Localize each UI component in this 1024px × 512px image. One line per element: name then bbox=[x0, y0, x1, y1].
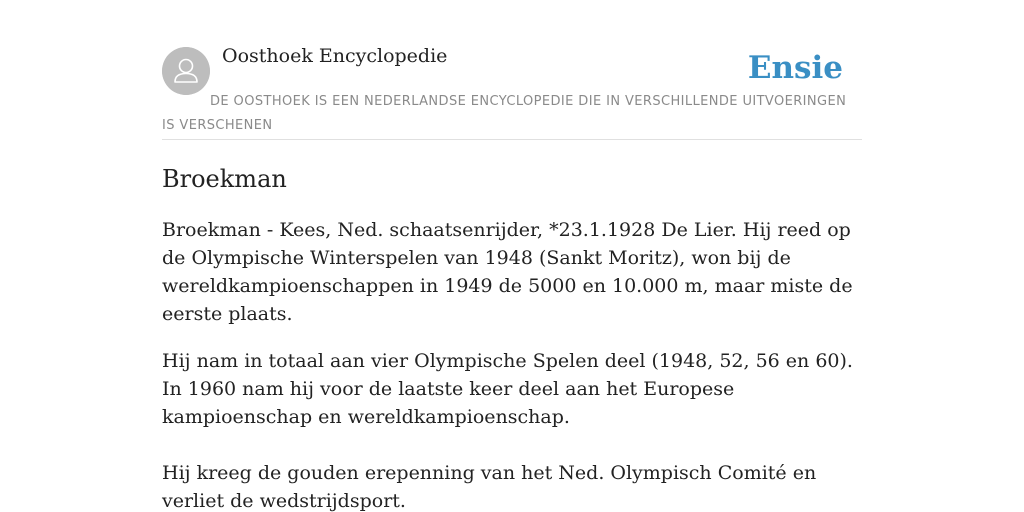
source-name-link[interactable]: Oosthoek Encyclopedie bbox=[222, 45, 448, 67]
article-title: Broekman bbox=[162, 165, 287, 193]
user-icon bbox=[162, 47, 210, 95]
source-header bbox=[162, 0, 862, 140]
article-body bbox=[162, 216, 862, 512]
article-paragraph: Hij kreeg de gouden erepenning van het Ned. Olympisch Comité en verliet de wedstrijdsport. bbox=[162, 462, 817, 512]
source-description: DE OOSTHOEK IS EEN NEDERLANDSE ENCYCLOPEDIE DIE IN VERSCHILLENDE UITVOERINGEN IS VERSCHENEN bbox=[162, 94, 847, 133]
ensie-logo[interactable]: Ensie bbox=[747, 50, 843, 86]
article-paragraph: Hij nam in totaal aan vier Olympische Spelen deel (1948, 52, 56 en 60). In 1960 nam hij voor de laatste keer deel aan het Europese kampioenschap en wereldkampioenschap. bbox=[162, 350, 853, 428]
source-avatar[interactable] bbox=[162, 47, 210, 95]
article-paragraph: Broekman - Kees, Ned. schaatsenrijder, *23.1.1928 De Lier. Hij reed op de Olympische Winterspelen van 1948 (Sankt Moritz), won bij de wereldkampioenschappen in 1949 de 5000 en 10.000 m, maar miste de eerste plaats. bbox=[162, 219, 853, 325]
content-column bbox=[162, 0, 862, 512]
